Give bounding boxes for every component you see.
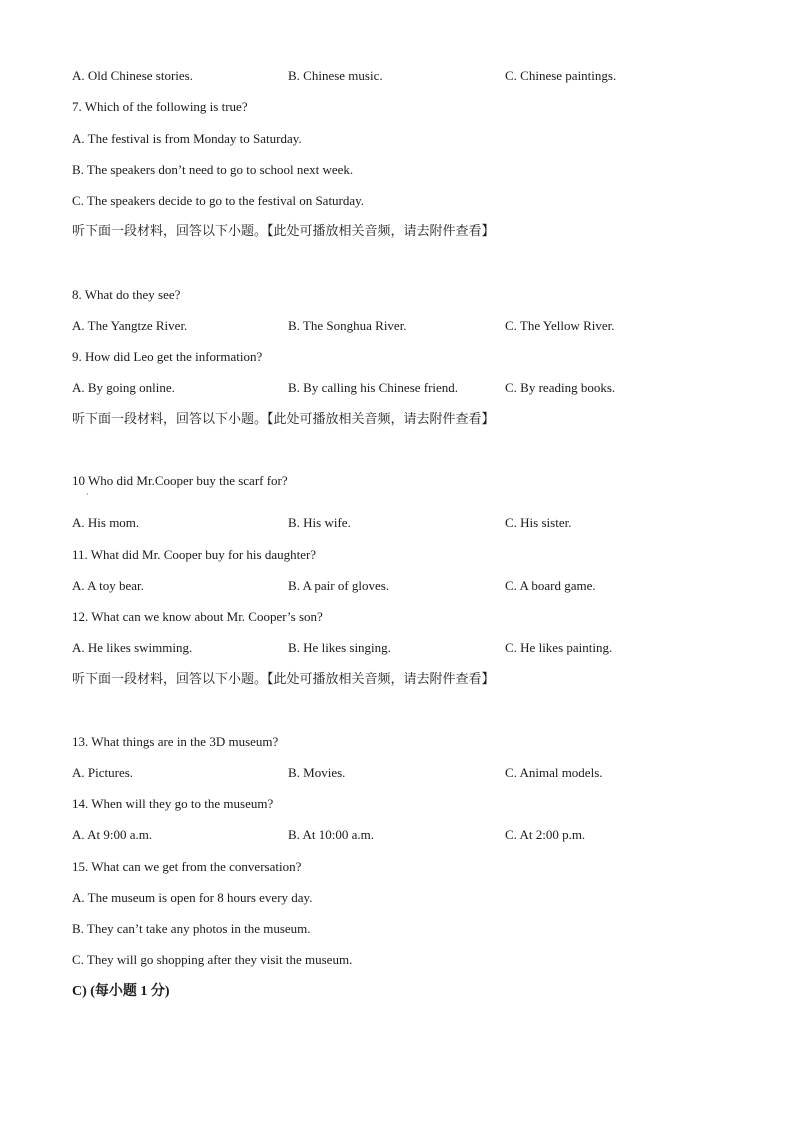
stray-dot: · <box>86 490 89 499</box>
q9-option-a: A. By going online. <box>72 380 175 395</box>
q10-option-a: A. His mom. <box>72 515 140 530</box>
q8-option-a: A. The Yangtze River. <box>72 318 188 333</box>
audio-instruction-2: 听下面一段材料，回答以下小题。【此处可播放相关音频，请去附件查看】 <box>72 412 495 427</box>
q15-option-a: A. The museum is open for 8 hours every day. <box>72 890 313 905</box>
q10-option-b: B. His wife. <box>288 515 351 530</box>
q12-question: 12. What can we know about Mr. Cooper’s son? <box>72 609 323 624</box>
q13-option-c: C. Animal models. <box>505 765 603 780</box>
q10-option-c: C. His sister. <box>505 515 572 530</box>
q11-option-c: C. A board game. <box>505 578 596 593</box>
q7-option-a: A. The festival is from Monday to Saturday. <box>72 131 302 146</box>
q14-option-b: B. At 10:00 a.m. <box>288 827 374 842</box>
audio-instruction-1: 听下面一段材料，回答以下小题。【此处可播放相关音频，请去附件查看】 <box>72 224 495 239</box>
q12-option-a: A. He likes swimming. <box>72 640 193 655</box>
q11-option-b: B. A pair of gloves. <box>288 578 390 593</box>
q13-option-a: A. Pictures. <box>72 765 134 780</box>
q13-option-b: B. Movies. <box>288 765 346 780</box>
q14-question: 14. When will they go to the museum? <box>72 796 274 811</box>
q12-option-c: C. He likes painting. <box>505 640 613 655</box>
q9-option-c: C. By reading books. <box>505 380 616 395</box>
q9-option-b: B. By calling his Chinese friend. <box>288 380 459 395</box>
q7-question: 7. Which of the following is true? <box>72 99 248 114</box>
q6-option-a: A. Old Chinese stories. <box>72 68 193 83</box>
q11-option-a: A. A toy bear. <box>72 578 144 593</box>
q14-option-a: A. At 9:00 a.m. <box>72 827 153 842</box>
q15-question: 15. What can we get from the conversation? <box>72 859 302 874</box>
q15-option-c: C. They will go shopping after they visit the museum. <box>72 952 353 967</box>
q8-option-b: B. The Songhua River. <box>288 318 407 333</box>
q6-option-c: C. Chinese paintings. <box>505 68 617 83</box>
q8-option-c: C. The Yellow River. <box>505 318 615 333</box>
q8-question: 8. What do they see? <box>72 287 181 302</box>
q6-option-b: B. Chinese music. <box>288 68 383 83</box>
q10-question: 10 Who did Mr.Cooper buy the scarf for? <box>72 473 288 488</box>
q14-option-c: C. At 2:00 p.m. <box>505 827 586 842</box>
q12-option-b: B. He likes singing. <box>288 640 391 655</box>
q7-option-c: C. The speakers decide to go to the festival on Saturday. <box>72 193 365 208</box>
q11-question: 11. What did Mr. Cooper buy for his daughter? <box>72 547 317 562</box>
q9-question: 9. How did Leo get the information? <box>72 349 263 364</box>
q7-option-b: B. The speakers don’t need to go to school next week. <box>72 162 354 177</box>
section-c-heading: C) (每小题 1 分) <box>72 984 170 999</box>
audio-instruction-3: 听下面一段材料，回答以下小题。【此处可播放相关音频，请去附件查看】 <box>72 672 495 687</box>
q15-option-b: B. They can’t take any photos in the museum. <box>72 921 311 936</box>
q13-question: 13. What things are in the 3D museum? <box>72 734 279 749</box>
